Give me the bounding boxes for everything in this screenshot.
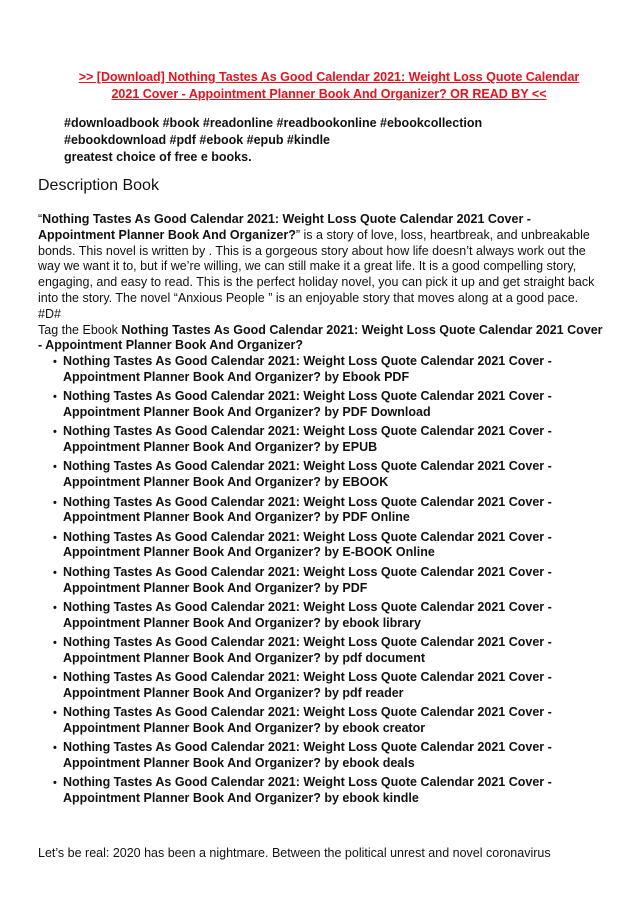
list-item: • Nothing Tastes As Good Calendar 2021: Weight Loss Quote Calendar 2021 Cover - Appointment Planner Book And Organizer? by ebook deals [38, 740, 604, 772]
download-link[interactable] [64, 69, 594, 103]
marker-text: #D# [38, 306, 61, 321]
list-item: • Nothing Tastes As Good Calendar 2021: Weight Loss Quote Calendar 2021 Cover - Appointment Planner Book And Organizer? by E-BOOK Online [38, 530, 604, 562]
list-item: • Nothing Tastes As Good Calendar 2021: Weight Loss Quote Calendar 2021 Cover - Appointment Planner Book And Organizer? by pdf document [38, 635, 604, 667]
download-link-line-1[interactable]: >> [Download] Nothing Tastes As Good Calendar 2021: Weight Loss Quote Calendar [78, 70, 580, 84]
tag-line-title: Nothing Tastes As Good Calendar 2021: Weight Loss Quote Calendar 2021 Cover - Appointment Planner Book And Organizer? [38, 322, 603, 353]
book-title: Nothing Tastes As Good Calendar 2021: Weight Loss Quote Calendar 2021 Cover - Appointment Planner Book And Organizer? [38, 212, 531, 242]
tag-line [38, 323, 604, 355]
hashtag-line: #ebookdownload #pdf #ebook #epub #kindle [64, 133, 331, 147]
list-item: • Nothing Tastes As Good Calendar 2021: Weight Loss Quote Calendar 2021 Cover - Appointment Planner Book And Organizer? by ebook kindle [38, 775, 604, 807]
list-item: • Nothing Tastes As Good Calendar 2021: Weight Loss Quote Calendar 2021 Cover - Appointment Planner Book And Organizer? by PDF Online [38, 495, 604, 527]
hashtag-line: greatest choice of free e books. [64, 150, 252, 164]
description-paragraph [38, 212, 604, 307]
tag-line-prefix: Tag the Ebook [38, 322, 122, 337]
list-item: • Nothing Tastes As Good Calendar 2021: Weight Loss Quote Calendar 2021 Cover - Appointment Planner Book And Organizer? by ebook creator [38, 705, 604, 737]
list-item: • Nothing Tastes As Good Calendar 2021: Weight Loss Quote Calendar 2021 Cover - Appointment Planner Book And Organizer? by EPUB [38, 424, 604, 456]
hashtag-line: #downloadbook #book #readonline #readbookonline #ebookcollection [64, 116, 483, 130]
list-item: • Nothing Tastes As Good Calendar 2021: Weight Loss Quote Calendar 2021 Cover - Appointment Planner Book And Organizer? by EBOOK [38, 459, 604, 491]
closing-paragraph: Let’s be real: 2020 has been a nightmare. Between the political unrest and novel coronavirus [38, 846, 551, 860]
format-list [38, 354, 604, 807]
open-quote: “ [38, 212, 43, 226]
list-item: • Nothing Tastes As Good Calendar 2021: Weight Loss Quote Calendar 2021 Cover - Appointment Planner Book And Organizer? by PDF Download [38, 389, 604, 421]
section-heading: Description Book [38, 177, 159, 194]
list-item: • Nothing Tastes As Good Calendar 2021: Weight Loss Quote Calendar 2021 Cover - Appointment Planner Book And Organizer? by ebook library [38, 600, 604, 632]
list-item: • Nothing Tastes As Good Calendar 2021: Weight Loss Quote Calendar 2021 Cover - Appointment Planner Book And Organizer? by Ebook PDF [38, 354, 604, 386]
hashtag-block [64, 115, 584, 166]
description-text: ” is a story of love, loss, heartbreak, and unbreakable bonds. This novel is written by . This is a gorgeous story about how life doesn’t always work out the way we want it to, but if we’re willing, we can still make it a great life. It is a good compelling story, engaging, and easy to read. This is the perfect holiday novel, you can pick it up and get straight back into the story. The novel “Anxious People ” is an enjoyable story that moves along at a good pace. [38, 227, 595, 305]
list-item: • Nothing Tastes As Good Calendar 2021: Weight Loss Quote Calendar 2021 Cover - Appointment Planner Book And Organizer? by PDF [38, 565, 604, 597]
list-item: • Nothing Tastes As Good Calendar 2021: Weight Loss Quote Calendar 2021 Cover - Appointment Planner Book And Organizer? by pdf reader [38, 670, 604, 702]
download-link-line-2[interactable]: 2021 Cover - Appointment Planner Book And Organizer? OR READ BY << [111, 87, 547, 101]
description-body [38, 212, 604, 810]
